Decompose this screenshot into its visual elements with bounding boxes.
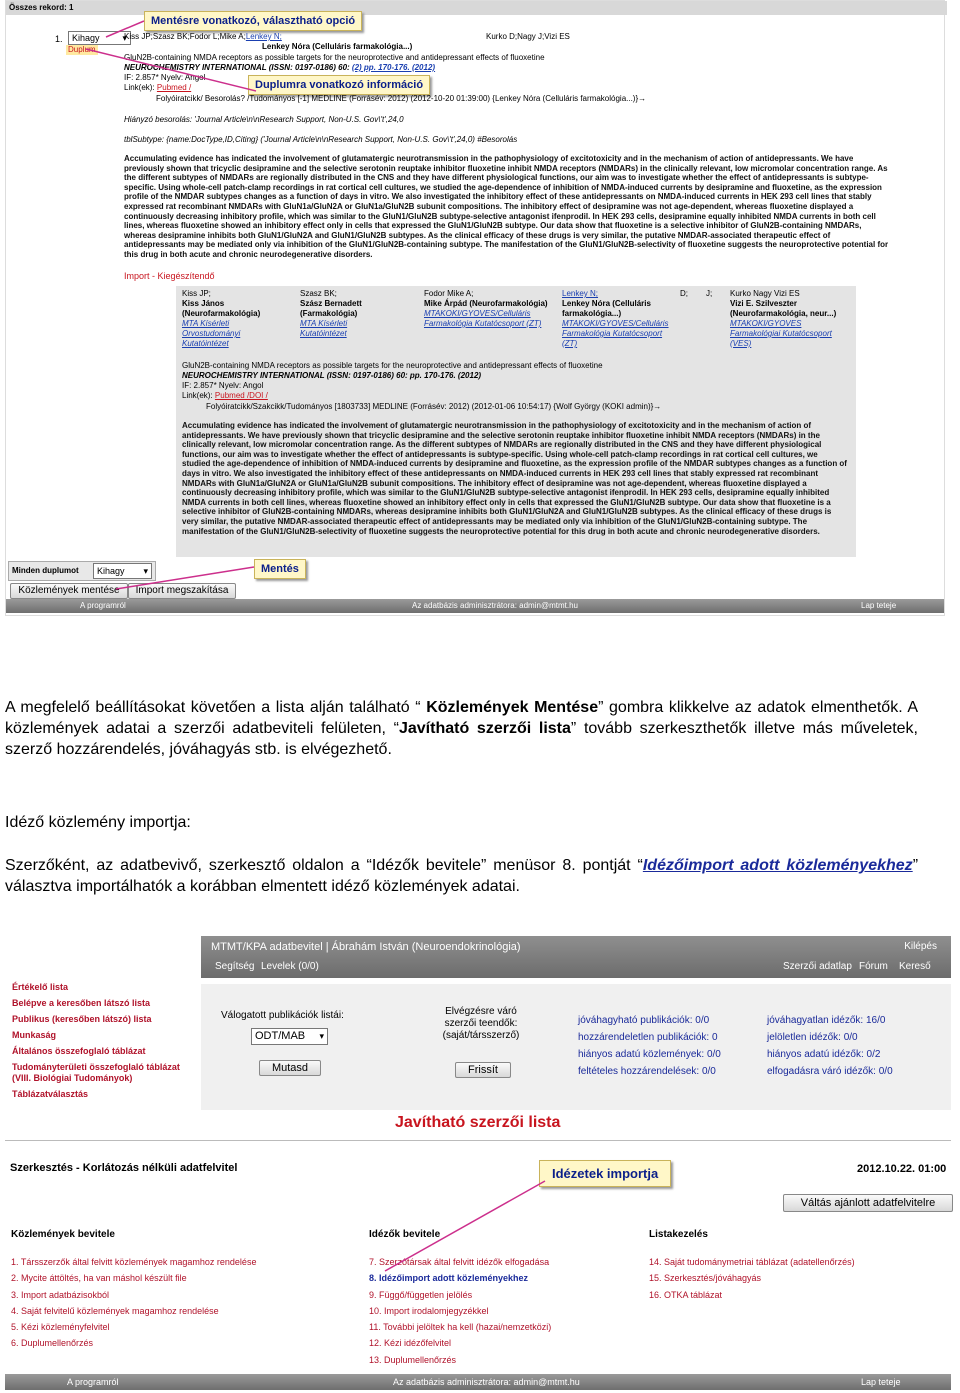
record-abstract: Accumulating evidence has indicated the involvement of glutamatergic neurotransmission in the pathophysiology of excitotoxicity and in the mechanism of action of antidepressants. We have previously shown that tricyclic desipramine and the selective serotonin reuptake inhibitor fluoxetine inhibit NMDA receptors (NMDARs) in the clinically relevant, low micromolar concentration range. As the different subtypes of NMDARs are regionally distributed in the CNS and they have different physiological functions, our aim was to investigate whether the effect of antidepressants is subtype-specific. Using whole-cell patch-clamp recordings in rat cortical cell cultures, we studied the age-dependence of inhibition of NMDA-induced currents by desipramine and fluoxetine, as the expression profile of the NMDAR subtypes changes as a function of days in vitro. We also investigated the inhibitory effect of these antidepressants on NMDA-induced currents in HEK 293 cell lines that stably expressed rat recombinant NMDARs with GluN1a/GluN2A or GluN1a/GluN2B subunit compositions. The inhibitory effect of desipramine was not age-dependent, whereas fluoxetine displayed a continuously decreasing inhibitory profile, which was similar to the GluN1/GluN2B subtype-selective antagonist ifenprodil. In HEK 293 cells, desipramine equally inhibited NMDA currents in both cell lines, whereas fluoxetine showed an inhibitory effect only in cells that expressed the GluN1/GluN2B subtype. Our data show that fluoxetine is a selective inhibitor of GluN2B-containing NMDARs, whereas desipramine inhibits both GluN1/GluN2A and GluN1/GluN2B subtypes. As the clinical efficacy of these drugs is very similar, the putative NMDAR-associated therapeutic effect of antidepressants may be mediated only via inhibition of the GluN1/GluN2B-containing subtype. The manifestation of the GluN1/GluN2B-selectivity of fluoxetine suggests the neuroprotective potential for this drug in both acute and chronic neurodegenerative disorders.	[124, 154, 889, 259]
author-name: Szász Bernadett (Farmakológia)	[300, 299, 362, 318]
stat-item[interactable]: feltételes hozzárendelések: 0/0	[578, 1066, 716, 1077]
author-name: Vizi E. Szilveszter (Neurofarmakológia, neur...)	[730, 299, 837, 318]
institute-link[interactable]: MTAKOKI/GYOVES/Celluláris	[424, 309, 531, 318]
menu-item[interactable]: 1. Társszerzők által felvitt közlemények magamhoz rendelése	[11, 1257, 257, 1267]
menu-item[interactable]: 9. Függő/független jelölés	[369, 1289, 473, 1300]
author-code: Szasz BK;	[300, 289, 337, 298]
record-if: IF: 2.857* Nyelv: Angol	[124, 73, 206, 82]
subtype-line: tblSubtype: {name:DocType,ID,Citing} ('Journal Article\n\nResearch Support, Non-U.S. Gov\'t',24,0) #Besorolás	[124, 135, 518, 144]
arrow-line	[385, 1181, 545, 1271]
author-name: Kiss János (Neurofarmakológia)	[182, 299, 261, 318]
journal-volume-link[interactable]: (2) pp. 170-176. (2012)	[351, 63, 436, 72]
missing-classification: Hiányzó besorolás: 'Journal Article\n\nResearch Support, Non-U.S. Gov\'t',24,0	[124, 115, 404, 124]
import-type-line: Folyóiratcikk/Szakcikk/Tudományos [1803733] MEDLINE (Forrásév: 2012) (2012-01-06 10:54:17) {Wolf György (KOKI admin)}→	[206, 402, 662, 411]
side-menu-item[interactable]: Értékelő lista	[12, 982, 69, 992]
author-profile-link[interactable]: Szerzői adatlap	[783, 961, 852, 972]
search-link[interactable]: Kereső	[899, 961, 931, 972]
institute-link[interactable]: (VES)	[730, 339, 752, 348]
panel3-footer	[5, 1374, 951, 1390]
duplicate-badge: Duplum	[68, 45, 96, 54]
admin-text: Az adatbázis adminisztrátora: admin@mtmt.hu	[412, 601, 578, 610]
author-dashboard-panel	[5, 934, 951, 1140]
row-number: 1.	[55, 34, 63, 44]
stat-item[interactable]: hiányos adatú idézők: 0/2	[767, 1049, 881, 1060]
institute-link[interactable]: MTA Kísérleti	[182, 319, 230, 328]
duplicate-info-callout: Duplumra vonatkozó információ	[248, 75, 430, 95]
side-menu-item[interactable]: Munkaság	[12, 1030, 57, 1040]
logout-link[interactable]: Kilépés	[904, 941, 937, 952]
institute-link[interactable]: MTAKOKI/GYOVES	[730, 319, 802, 328]
links-label: Link(ek):	[182, 391, 213, 400]
admin-text: Az adatbázis adminisztrátora: admin@mtmt.hu	[393, 1377, 580, 1387]
editable-author-list-caption: Javítható szerzői lista	[395, 1114, 561, 1131]
menu-item[interactable]: 4. Saját felvitelű közlemények magamhoz rendelése	[11, 1305, 219, 1316]
import-if: IF: 2.857* Nyelv: Angol	[182, 381, 264, 390]
side-menu-item[interactable]: Táblázatválasztás	[12, 1089, 89, 1099]
col-title: Listakezelés	[649, 1229, 708, 1240]
messages-link[interactable]: Levelek (0/0)	[261, 961, 319, 972]
institute-link[interactable]: Farmakológia Kutatócsoport	[562, 329, 663, 338]
institute-link[interactable]: Kutatóintézet	[300, 329, 347, 338]
journal-name: NEUROCHEMISTRY INTERNATIONAL (ISSN: 0197-0186) 60:	[124, 63, 350, 72]
pending-tasks-label: Elvégzésre váró szerzői teendők: (saját/társszerző)	[442, 1006, 520, 1041]
callout-arrow	[5, 1141, 951, 1391]
author-code-extra: J;	[706, 289, 713, 298]
import-journal: NEUROCHEMISTRY INTERNATIONAL (ISSN: 0197-0186) 60: pp. 170-176. (2012)	[182, 371, 482, 380]
editing-date: 2012.10.22. 01:00	[857, 1163, 947, 1175]
side-menu-item[interactable]: Belépve a keresőben látszó lista	[12, 998, 151, 1008]
authors-text: Kiss JP;Szasz BK;Fodor L;Mike A;	[124, 32, 246, 41]
side-menu-item[interactable]: Tudományterületi összefoglaló táblázat (VIII. Biológiai Tudományok)	[12, 1062, 180, 1083]
author-code: Kurko Nagy Vizi ES	[730, 289, 800, 298]
col-title: Közlemények bevitele	[11, 1229, 115, 1240]
save-option-callout: Mentésre vonatkozó, választható opció	[144, 11, 362, 31]
institute-link[interactable]: MTAKOKI/GYOVES/Celluláris	[562, 319, 669, 328]
editing-title: Szerkesztés - Korlátozás nélküli adatfelvitel	[10, 1162, 238, 1174]
text-run: ” tovább szerkeszthetők illetve más műveletek, szerző hozzárendelés, jóváhagyás stb. is elvégezhető.	[5, 720, 919, 758]
callout-arrows	[6, 1, 944, 615]
institute-link[interactable]: Kutatóintézet	[182, 339, 229, 348]
import-list-panel	[5, 0, 945, 616]
institute-link[interactable]: Farmakológia Kutatócsoport (ZT)	[424, 319, 542, 328]
menu-item[interactable]: 16. OTKA táblázat	[649, 1289, 723, 1300]
import-title: GluN2B-containing NMDA receptors as possible targets for the neuroprotective and antidepressant effects of fluoxetine	[182, 361, 603, 370]
stat-item[interactable]: jóváhagyatlan idézők: 16/0	[767, 1015, 886, 1026]
menu-item[interactable]: 14. Saját tudománymetriai táblázat (adatellenőrzés)	[649, 1257, 855, 1267]
text-emphasis: Javítható szerzői lista	[398, 720, 571, 737]
author-code-extra: D;	[680, 289, 688, 298]
duplicate-action-select[interactable]: Kihagy ▾	[68, 31, 131, 45]
links-label: Link(ek):	[124, 83, 155, 92]
author-name: Mike Árpád (Neurofarmakológia)	[424, 299, 548, 308]
menu-item[interactable]: 2. Mycite áttöltés, ha van máshol készült file	[11, 1273, 187, 1284]
show-button[interactable]: Mutasd	[259, 1060, 321, 1076]
stat-item[interactable]: jóváhagyható publikációk: 0/0	[578, 1015, 710, 1026]
author-link[interactable]: Lenkey N;	[245, 32, 282, 41]
stats-left	[578, 1012, 721, 1080]
page-top-link[interactable]: Lap teteje	[861, 601, 897, 610]
arrow-line	[106, 21, 144, 37]
menu-item[interactable]: 15. Szerkesztés/jóváhagyás	[649, 1273, 762, 1284]
menu-item[interactable]: 6. Duplumellenőrzés	[11, 1338, 94, 1349]
save-publications-button[interactable]: Közlemények mentése	[10, 583, 128, 599]
institute-link[interactable]: MTA Kísérleti	[300, 319, 348, 328]
author-name: Lenkey Nóra (Celluláris farmakológia...)	[562, 299, 651, 318]
lists-label: Válogatott publikációk listái:	[221, 1010, 344, 1021]
stat-item[interactable]: jelöletlen idézők: 0/0	[767, 1032, 858, 1043]
author-code: Kiss JP;	[182, 289, 211, 298]
record-type-line: Folyóiratcikk/ Besorolás? /Tudományos [-1] MEDLINE (Forrásév: 2012) (2012-10-20 01:39:00) {Lenkey Nóra (Celluláris farmakológia...)}→	[156, 94, 647, 103]
side-menu-item[interactable]: Publikus (keresőben látszó) lista	[12, 1014, 152, 1024]
menu-item[interactable]: 13. Duplumellenőrzés	[369, 1354, 457, 1365]
col-title: Idézők bevitele	[369, 1229, 441, 1240]
about-link[interactable]: A programról	[80, 601, 126, 610]
import-abstract: Accumulating evidence has indicated the involvement of glutamatergic neurotransmission in the pathophysiology of excitotoxicity and in the mechanism of action of antidepressants. We have previously shown that tricyclic desipramine and the selective serotonin reuptake inhibitor fluoxetine inhibit NMDA receptors (NMDARs) in the clinically relevant, low micromolar concentration range. As the different subtypes of NMDARs are regionally distributed in the CNS and they have different physiological functions, our aim was to investigate whether the effect of antidepressants is subtype-specific. Using whole-cell patch-clamp recordings in rat cortical cell cultures, we studied the age-dependence of inhibition of NMDA-induced currents by desipramine and fluoxetine, as the expression profile of the NMDAR subtypes changes as a function of days in vitro. We also investigated the inhibitory effect of these antidepressants on NMDA-induced currents in HEK 293 cell lines that stably expressed rat recombinant NMDARs with GluN1a/GluN2A or GluN1a/GluN2B subunit compositions. The inhibitory effect of desipramine was not age-dependent, whereas fluoxetine displayed a continuously decreasing inhibitory profile, which was similar to the GluN1/GluN2B subtype-selective antagonist ifenprodil. In HEK 293 cells, desipramine equally inhibited NMDA currents in both cell lines, whereas fluoxetine showed an inhibitory effect only in cells that expressed the GluN1/GluN2B subtype. Our data show that fluoxetine is a selective inhibitor of GluN2B-containing NMDARs, whereas desipramine inhibits both GluN1/GluN2A and GluN1/GluN2B subtypes. As the clinical efficacy of these drugs is very similar, the putative NMDAR-associated therapeutic effect of antidepressants may be mediated only via inhibition of the GluN1/GluN2B-containing subtype. The manifestation of the GluN1/GluN2B-selectivity of fluoxetine suggests the neuroprotective potential for this drug in both acute and chronic neurodegenerative disorders.	[182, 421, 847, 536]
menu-item[interactable]: 7. Szerzőtársak által felvitt idézők elfogadása	[369, 1257, 550, 1267]
stat-item[interactable]: hiányos adatú közlemények: 0/0	[578, 1049, 721, 1060]
instruction-paragraph-2	[5, 855, 918, 897]
text-run: Szerzőként, az adatbevivő, szerkesztő oldalon a “Idézők bevitele” menüsor 8. pontját “	[5, 857, 643, 874]
arrow-line	[86, 49, 256, 91]
stat-item[interactable]: elfogadásra váró idézők: 0/0	[767, 1066, 893, 1077]
institute-link[interactable]: Farmakológiai Kutatócsoport	[730, 329, 832, 338]
institute-link[interactable]: (ZT)	[562, 339, 578, 348]
menu-item[interactable]: 11. További jelöltek ha kell (hazai/nemzetközi)	[369, 1322, 552, 1333]
all-duplicates-label: Minden duplumot	[12, 566, 79, 575]
dashboard-title: MTMT/KPA adatbevitel | Ábrahám István (Neuroendokrinológia)	[211, 941, 521, 953]
institute-link[interactable]: Orvostudományi	[182, 329, 241, 338]
matched-author: Lenkey Nóra (Celluláris farmakológia...)	[262, 42, 413, 51]
text-run: A megfelelő beállításokat követően a lista alján található “	[5, 699, 427, 716]
text-emphasis: Közlemények Mentése	[426, 699, 599, 716]
text-run: ” választva importálhatók a korábban elmentett idéző közlemények adatai.	[5, 857, 919, 895]
arrow-line	[116, 567, 254, 589]
forum-link[interactable]: Fórum	[859, 961, 888, 972]
lists-select[interactable]: ODT/MAB ▾	[251, 1028, 328, 1045]
refresh-button[interactable]: Frissít	[455, 1062, 511, 1078]
author-code: Fodor Mike A;	[424, 289, 474, 298]
cancel-import-button[interactable]: Import megszakítása	[128, 583, 236, 599]
help-link[interactable]: Segítség	[215, 961, 255, 972]
total-records-bar: Összes rekord: 1	[6, 1, 947, 15]
text-run: ” gombra klikkelve az adatok elmenthetők. A közlemények adatai a szerzői adatbeviteli felületen, “	[5, 699, 919, 737]
menu-item[interactable]: 3. Import adatbázisokból	[11, 1289, 110, 1300]
authors-right: Kurko D;Nagy J;Vizi ES	[486, 32, 570, 41]
save-callout: Mentés	[254, 559, 306, 579]
import-label: Import - Kiegészítendő	[124, 271, 215, 281]
page-top-link[interactable]: Lap teteje	[861, 1377, 901, 1387]
instruction-paragraph-1	[5, 697, 918, 760]
dashboard-header	[201, 936, 951, 978]
all-duplicates-select[interactable]: Kihagy ▾	[93, 563, 152, 579]
switch-mode-button[interactable]: Váltás ajánlott adatfelvitelre	[783, 1194, 953, 1212]
stats-right	[767, 1012, 893, 1080]
record-title: GluN2B-containing NMDA receptors as possible targets for the neuroprotective and antidepressant effects of fluoxetine	[124, 53, 545, 62]
editing-panel	[5, 1140, 951, 1391]
side-menu	[12, 982, 197, 1100]
menu-item[interactable]: 12. Kézi idézőfelvitel	[369, 1338, 452, 1349]
side-menu-item[interactable]: Általános összefoglaló táblázat	[12, 1046, 146, 1056]
menu-item[interactable]: 10. Import irodalomjegyzékkel	[369, 1305, 489, 1316]
about-link[interactable]: A programról	[67, 1377, 119, 1387]
pubmed-doi-link[interactable]: Pubmed /DOI /	[214, 391, 268, 400]
pubmed-link[interactable]: Pubmed /	[156, 83, 192, 92]
author-code[interactable]: Lenkey N;	[562, 289, 599, 298]
citation-import-callout: Idézetek importja	[539, 1160, 671, 1187]
citation-import-menu-item[interactable]: 8. Idézőimport adott közleményekhez	[369, 1273, 529, 1284]
citation-import-link[interactable]: Idézőimport adott közleményekhez	[642, 857, 913, 874]
stat-item[interactable]: hozzárendeletlen publikációk: 0	[578, 1032, 718, 1043]
menu-item[interactable]: 5. Kézi közleményfelvitel	[11, 1322, 110, 1333]
section-heading: Idéző közlemény importja:	[5, 814, 191, 831]
